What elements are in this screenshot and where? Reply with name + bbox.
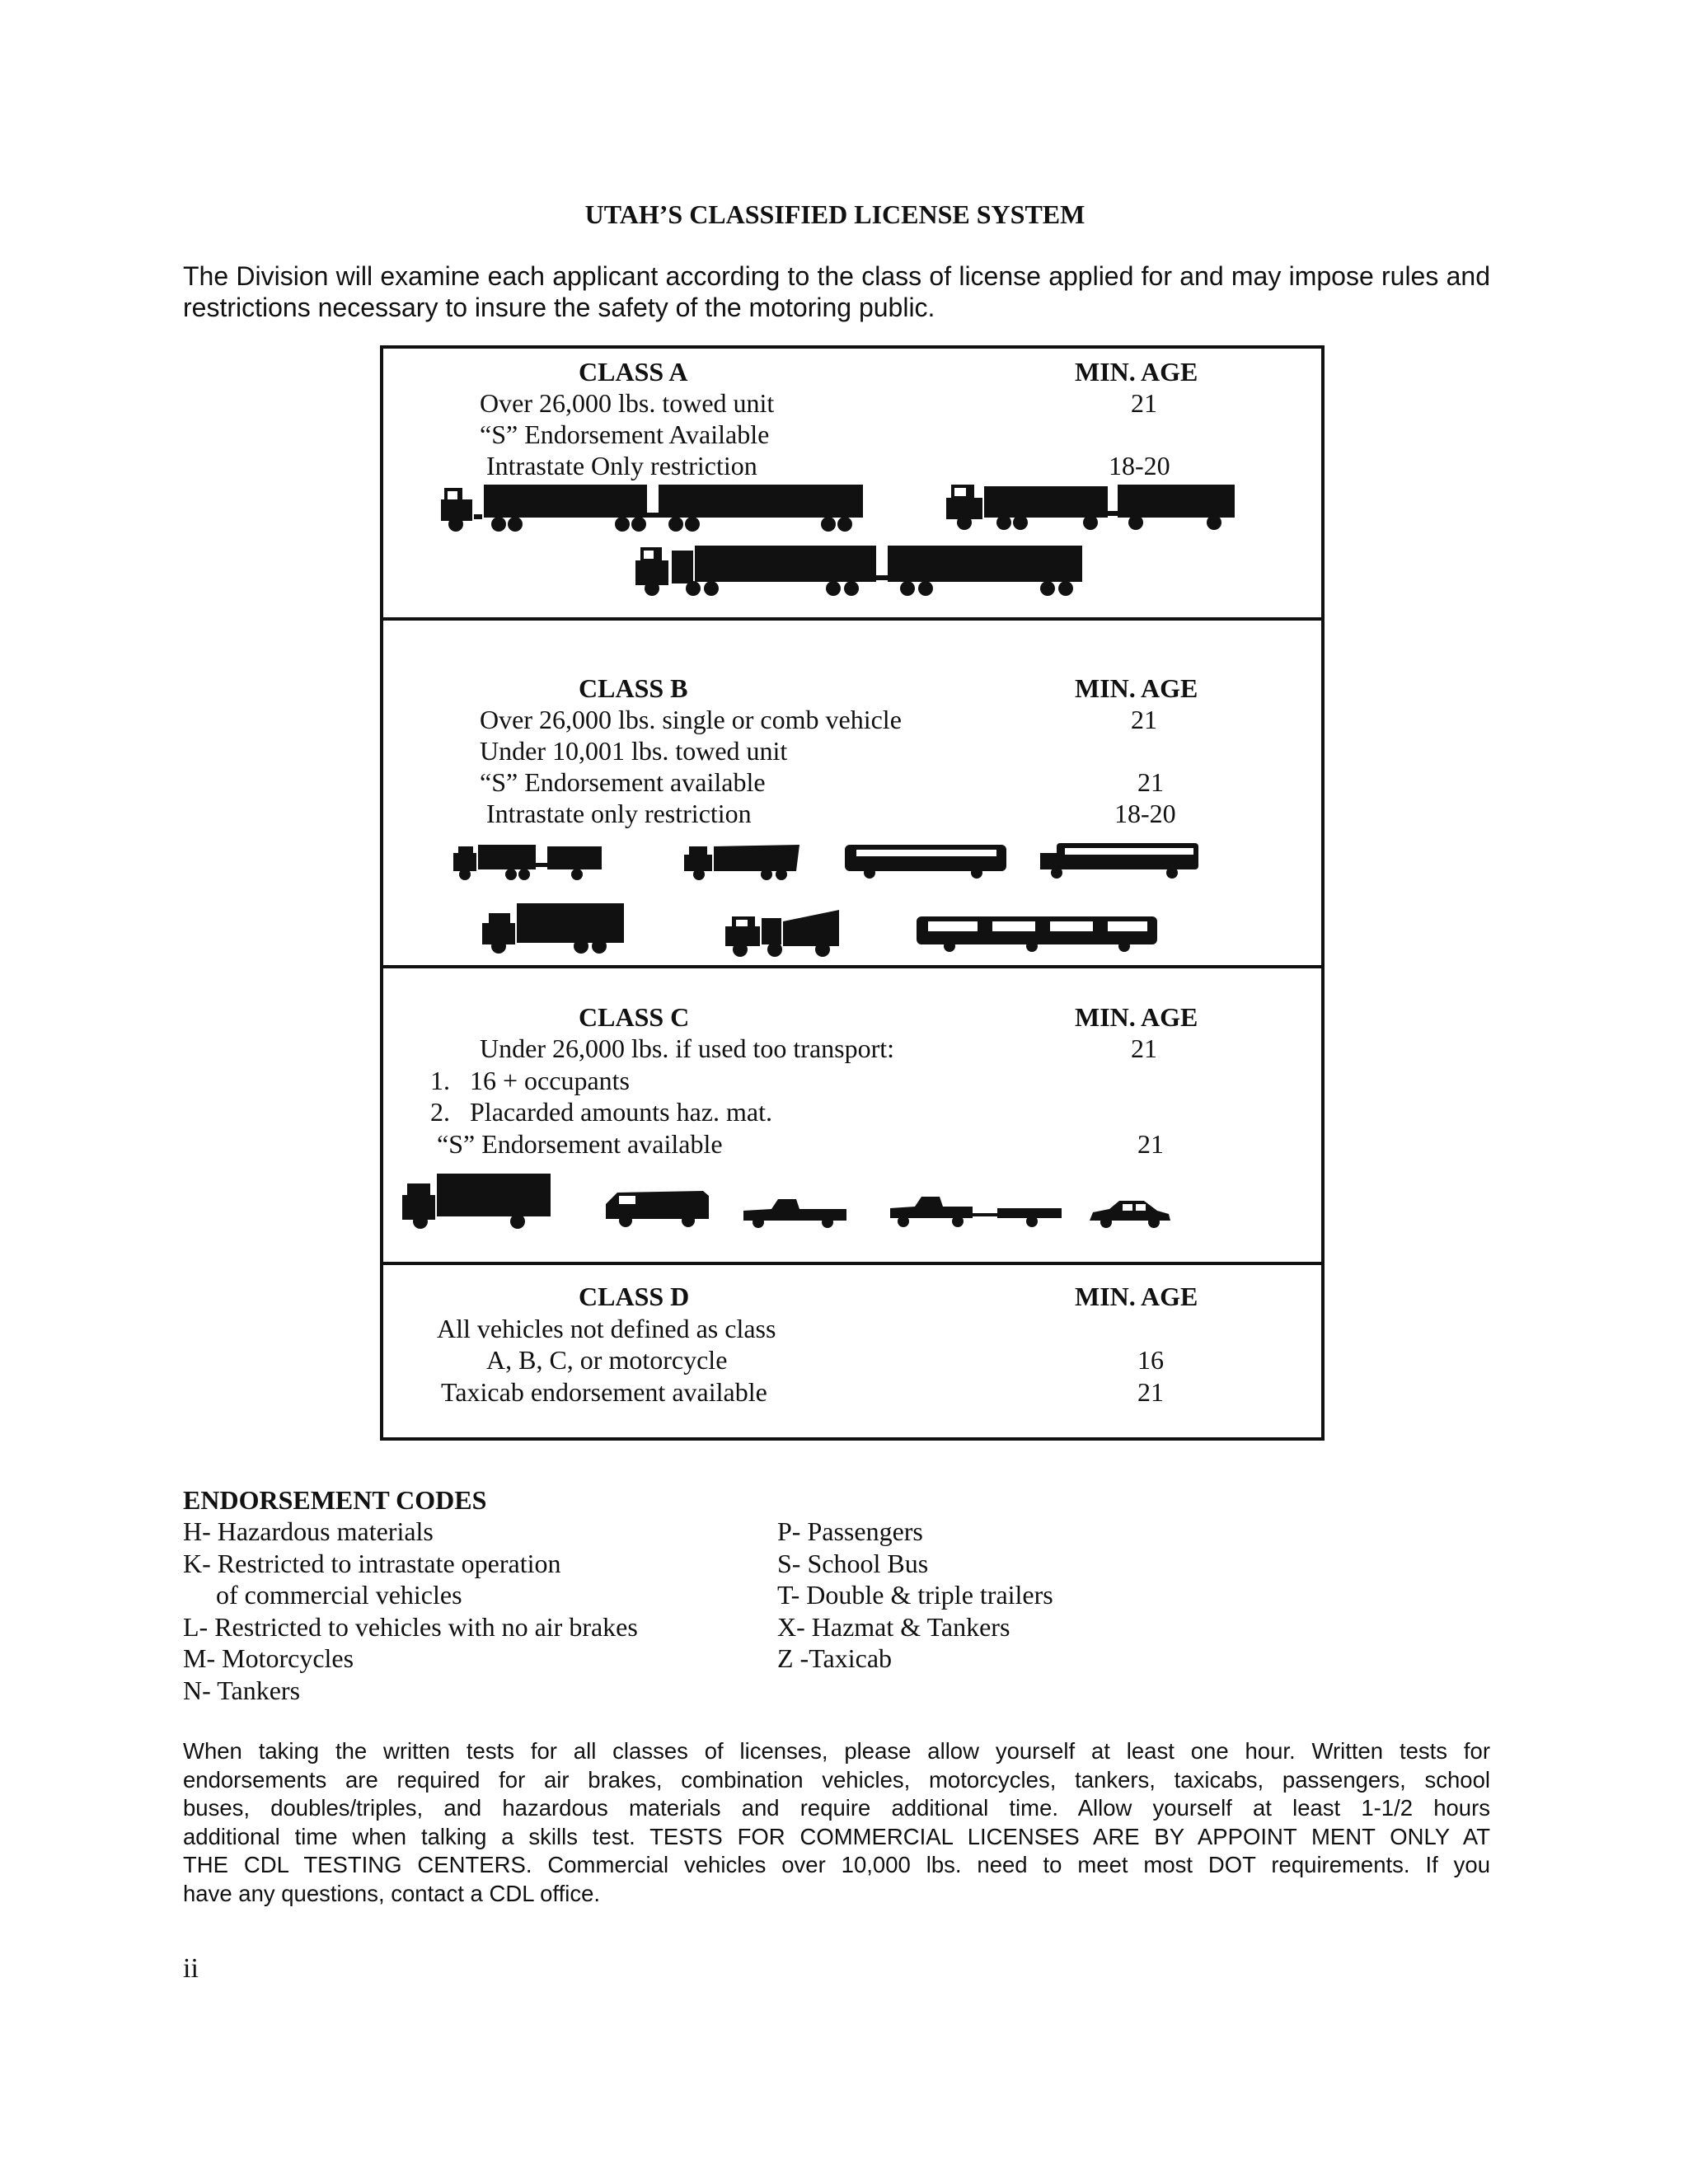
endorsement-code: L- Restricted to vehicles with no air brakes [183, 1612, 638, 1642]
class-c-requirement: 2. Placarded amounts haz. mat. [430, 1097, 772, 1127]
tractor-trailer-icon [946, 483, 1235, 532]
endorsement-code: N- Tankers [183, 1675, 301, 1705]
class-a-requirement: Over 26,000 lbs. towed unit [480, 388, 775, 418]
endorsement-code: H- Hazardous materials [183, 1516, 434, 1546]
endorsement-code: Z -Taxicab [777, 1643, 893, 1673]
class-a-age: 18-20 [1109, 451, 1170, 480]
class-d-age: 16 [1137, 1345, 1164, 1375]
class-c-requirement: “S” Endorsement available [437, 1129, 723, 1159]
class-b-requirement: Intrastate only restriction [486, 799, 752, 828]
note-line: have any questions, contact a CDL office. [183, 1880, 600, 1906]
written-test-note [183, 1737, 1490, 1908]
car-icon [1090, 1199, 1170, 1229]
van-icon [606, 1189, 709, 1229]
class-c-min-age-label: MIN. AGE [1075, 1002, 1198, 1032]
class-a-requirement: “S” Endorsement Available [480, 419, 770, 449]
class-b-age: 21 [1137, 767, 1164, 797]
box-truck-icon [482, 903, 624, 954]
intro-paragraph: The Division will examine each applicant according to the class of license applied for and may impose rules and restrictions necessary to insure the safety of the motoring public. [183, 261, 1490, 322]
endorsement-code: X- Hazmat & Tankers [777, 1612, 1010, 1642]
endorsement-code: K- Restricted to intrastate operation [183, 1549, 561, 1578]
dump-truck-icon [684, 845, 799, 881]
class-d-requirement: All vehicles not defined as class [437, 1314, 776, 1343]
class-c-heading: CLASS C [579, 1002, 690, 1032]
class-b-age: 18-20 [1114, 799, 1176, 828]
note-line: endorsements are required for air brakes, combination vehicles, motorcycles, tankers, taxicabs, passengers, school [183, 1766, 1490, 1793]
class-c-requirement: 1. 16 + occupants [430, 1066, 630, 1095]
note-line: When taking the written tests for all classes of licenses, please allow yourself at least one hour. Written tests for [183, 1738, 1490, 1764]
articulated-bus-icon [917, 916, 1157, 953]
class-d-requirement: A, B, C, or motorcycle [486, 1345, 728, 1375]
endorsement-code: T- Double & triple trailers [777, 1580, 1053, 1610]
class-c-age: 21 [1137, 1129, 1164, 1159]
endorsement-code: M- Motorcycles [183, 1643, 354, 1673]
endorsement-code: S- School Bus [777, 1549, 929, 1578]
class-b-age: 21 [1131, 705, 1157, 734]
class-b-requirement: “S” Endorsement available [480, 767, 766, 797]
page-title: UTAH’S CLASSIFIED LICENSE SYSTEM [584, 199, 1085, 229]
class-c-age: 21 [1131, 1033, 1157, 1063]
endorsement-code-continuation: of commercial vehicles [216, 1580, 462, 1610]
school-bus-icon [1040, 843, 1198, 879]
box-truck-icon [402, 1174, 551, 1230]
class-d-requirement: Taxicab endorsement available [441, 1377, 767, 1407]
city-bus-icon [845, 845, 1006, 879]
endorsement-code: P- Passengers [777, 1516, 923, 1546]
class-b-requirement: Over 26,000 lbs. single or comb vehicle [480, 705, 902, 734]
class-d-heading: CLASS D [579, 1282, 690, 1311]
note-line: THE CDL TESTING CENTERS. Commercial vehicles over 10,000 lbs. need to meet most DOT requirements. If you [183, 1852, 1490, 1877]
tractor-icon [725, 910, 839, 958]
class-d-age: 21 [1137, 1377, 1164, 1407]
tractor-tanker-trailer-icon [635, 546, 1082, 597]
class-b-requirement: Under 10,001 lbs. towed unit [480, 736, 788, 766]
class-b-heading: CLASS B [579, 673, 688, 703]
truck-with-trailer-icon [453, 845, 602, 881]
page-number: ii [183, 1953, 199, 1984]
pickup-with-trailer-icon [890, 1197, 1062, 1228]
class-a-requirement: Intrastate Only restriction [486, 451, 757, 480]
note-line: additional time when talking a skills test. TESTS FOR COMMERCIAL LICENSES ARE BY APPOINT MENT ONLY AT [183, 1823, 1490, 1849]
class-a-age: 21 [1131, 388, 1157, 418]
class-a-heading: CLASS A [579, 357, 688, 387]
class-d-min-age-label: MIN. AGE [1075, 1282, 1198, 1311]
endorsement-codes-heading: ENDORSEMENT CODES [183, 1485, 487, 1515]
class-a-min-age-label: MIN. AGE [1075, 357, 1198, 387]
class-c-requirement: Under 26,000 lbs. if used too transport: [480, 1033, 895, 1063]
tractor-double-trailer-icon [441, 485, 863, 534]
class-b-min-age-label: MIN. AGE [1075, 673, 1198, 703]
pickup-truck-icon [743, 1199, 846, 1229]
note-line: buses, doubles/triples, and hazardous materials and require additional time. Allow yourself at least 1-1/2 hours [183, 1795, 1490, 1821]
